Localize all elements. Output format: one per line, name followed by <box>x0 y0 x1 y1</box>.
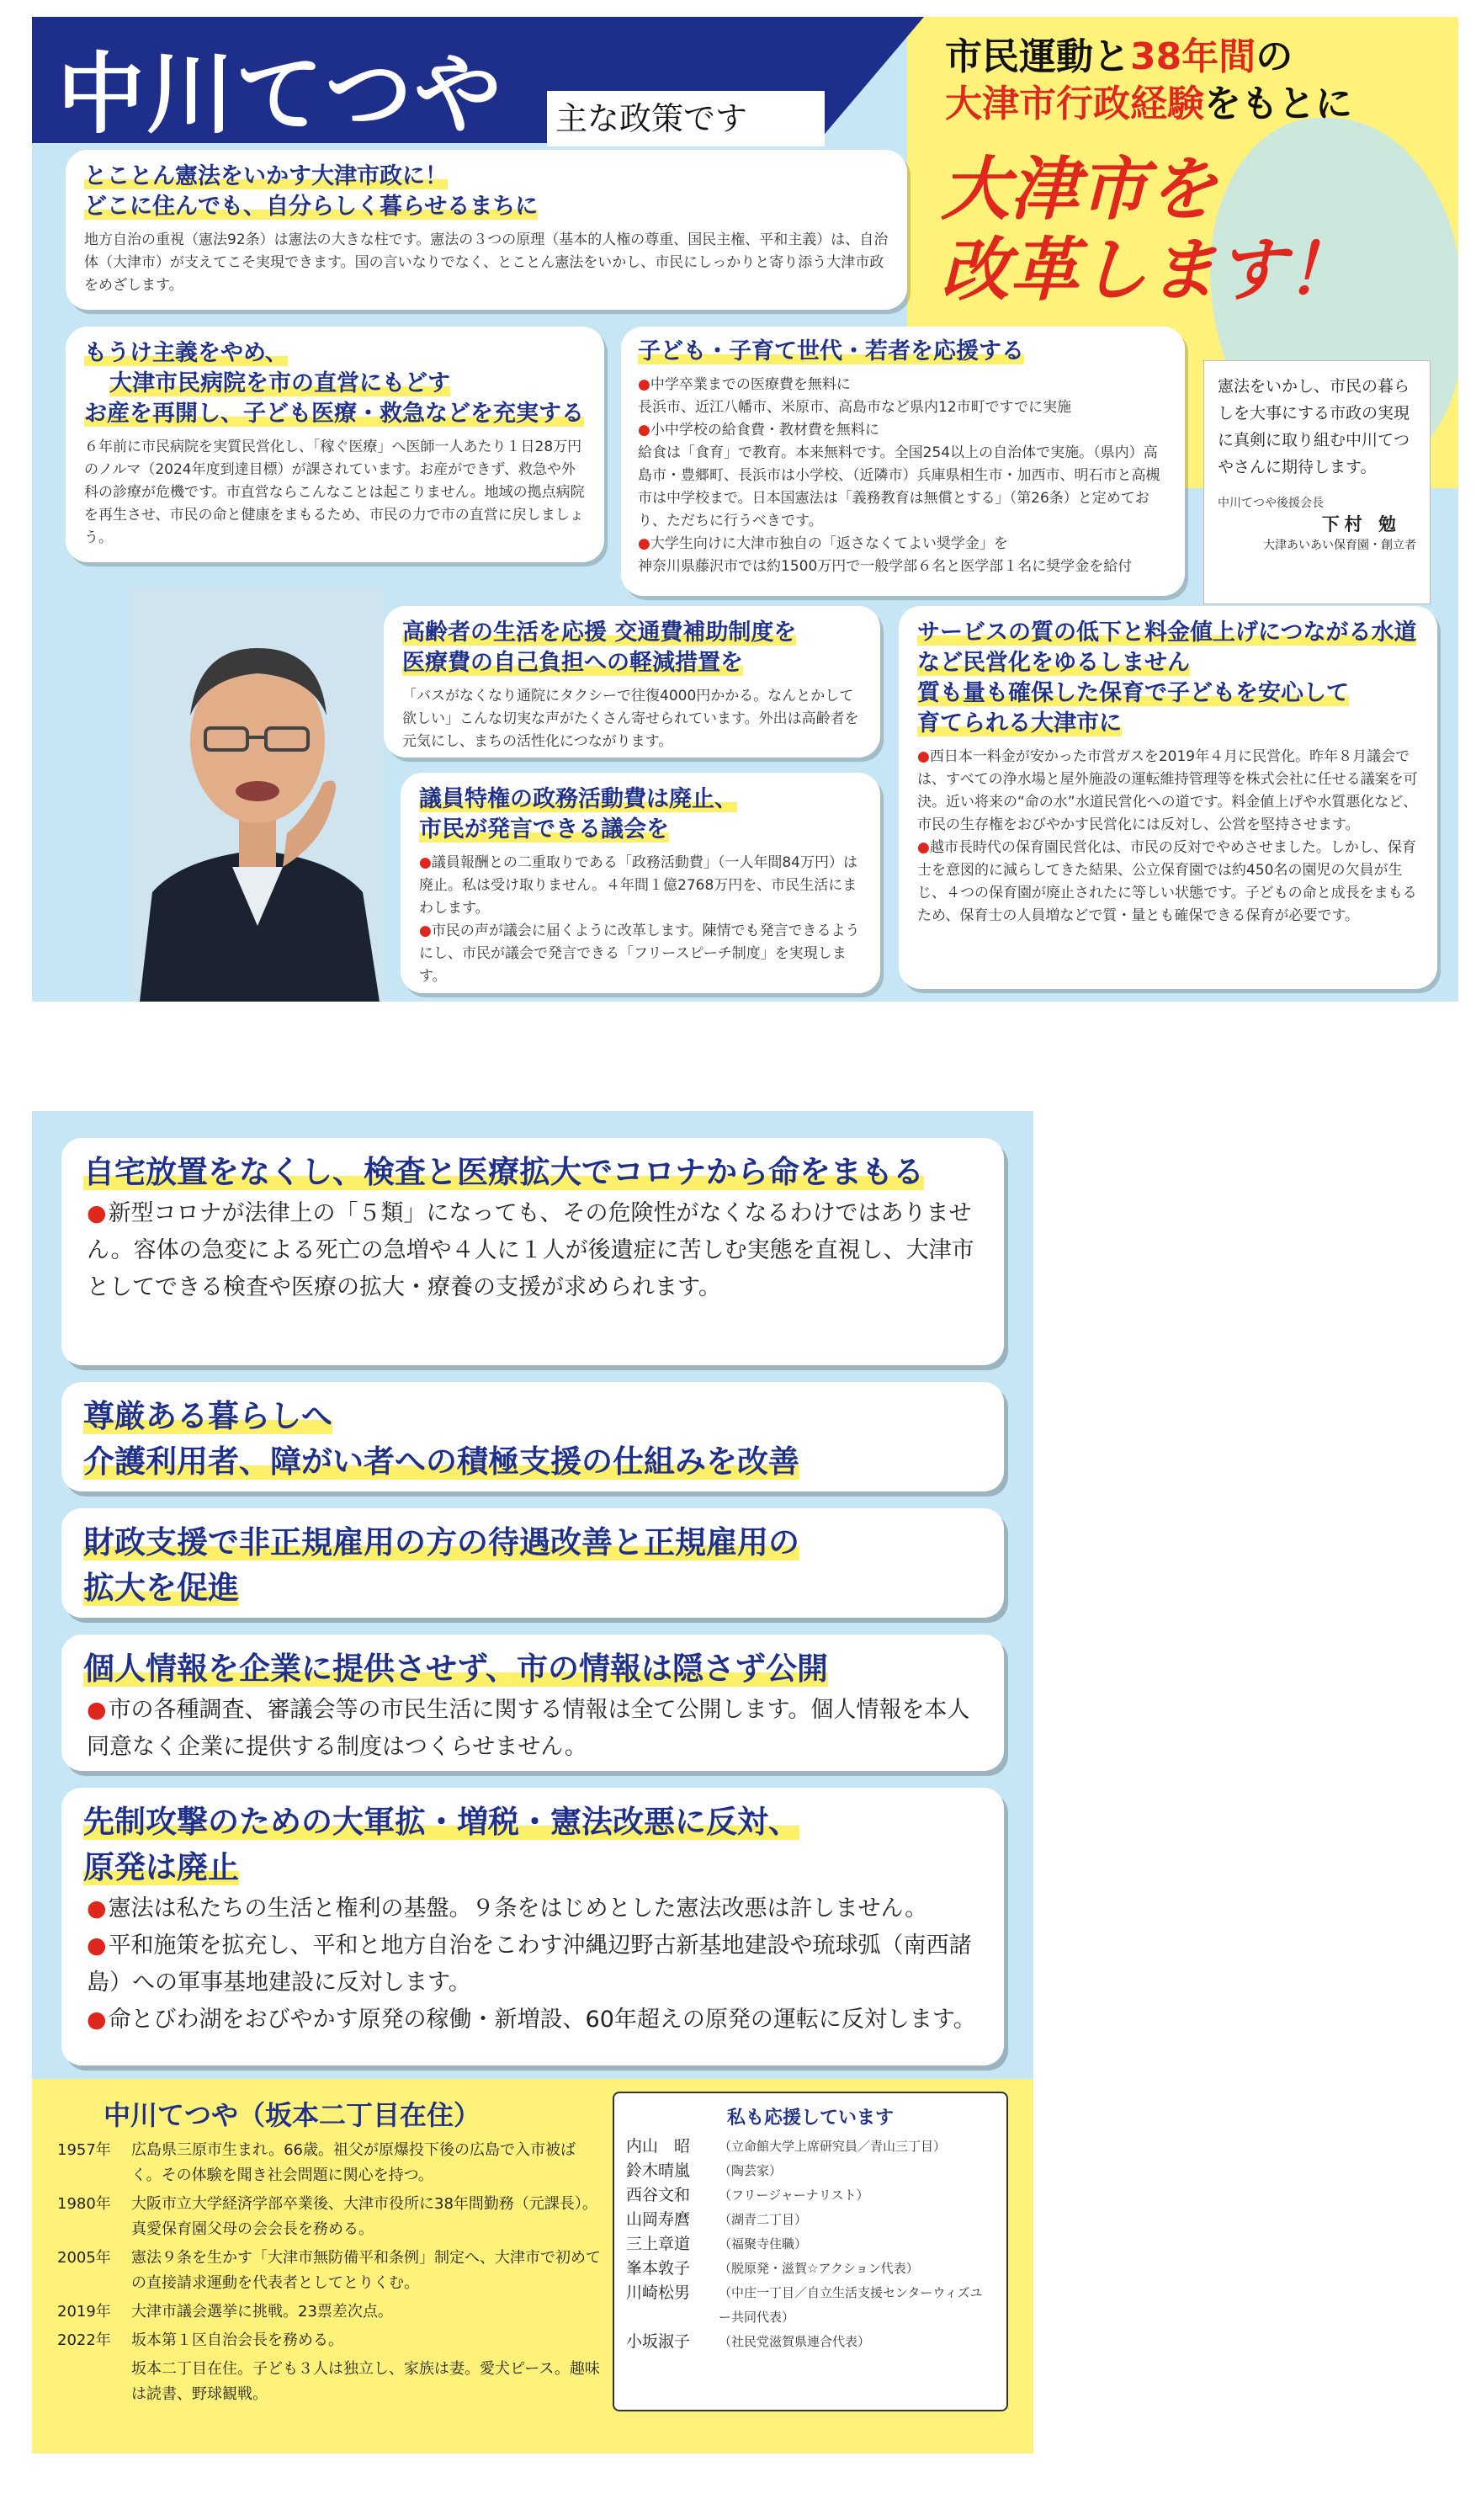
profile-row: 2022年 坂本第１区自治会長を務める。 <box>57 2331 343 2349</box>
policy-bubble-hospital: もうけ主義をやめ、 大津市民病院を市の直営にもどす お産を再開し、子ども医療・救急などを充実する ６年前に市民病院を実質民営化し、「稼ぐ医療」へ医師一人あたり１日28万円のノルマ（2024年度到達目標）が課されています。お産ができず、救急や外科の診療が危機です。市直営ならこんなことは起こりません。地域の拠点病院を再生させ、市民の命と健康をまもるため、市民の力で市の直営に戻しましょう。 <box>66 327 604 562</box>
supporter-item: 川崎松男 （中庄一丁目／自立生活支援センターウィズユー共同代表） <box>626 2283 983 2325</box>
policy-panel-bottom <box>32 1111 1033 2454</box>
subtitle: 主な政策です <box>547 91 825 146</box>
profile-row: 2005年 憲法９条を生かす「大津市無防備平和条例」制定へ、大津市で初めての直接請求運動を代表者としてとりくむ。 <box>57 2249 601 2292</box>
policy-bubble-water-childcare: サービスの質の低下と料金値上げにつながる水道など民営化をゆるしません 質も量も確保した保育で子どもを安心して 育てられる大津市に ●西日本一料金が安かった市営ガスを2019年４月に民営化。昨年８月議会では、すべての浄水場と屋外施設の運転維持管理等を株式会社に任せる議案を可決。近い将来の“命の水”水道民営化への道です。料金値上げや水質悪化など、市民の生存権をおびやかす民営化には反対し、公営を堅持させます。 ●越市長時代の保育園民営化は、市民の反対でやめさせました。しかし、保育士を意図的に減らしてきた結果、公立保育園では約450名の園児の欠員が生じ、４つの保育園が廃止されたに等しい状態です。子どもの命と成長をまもるため、保育士の人員増などで質・量とも確保できる保育が必要です。 <box>899 606 1437 989</box>
supporters-box: 私も応援しています 内山 昭 （立命館大学上席研究員／青山三丁目） 鈴木晴嵐 （陶芸家） 西谷文和 （フリージャーナリスト） 山岡寿麿 （湖青二丁目） 三上章道 （福聚寺住職） 峯本敦子 （脱原発・滋賀☆アクション代表） 川崎松男 （中庄一丁目／自立生活支援センターウィズユー共同代表） 小坂淑子 （社民党滋賀県連合代表） <box>613 2092 1008 2411</box>
policy-bubble-children: 子ども・子育て世代・若者を応援する ●中学卒業までの医療費を無料に 長浜市、近江八幡市、米原市、高島市など県内12市町ですでに実施 ●小中学校の給食費・教材費を無料に 給食は「食育」で教育。本来無料です。全国254以上の自治体で実施。（県内）高島市・豊郷町、長浜市は小学校、（近隣市）兵庫県相生市・加西市、明石市と高槻市は中学校まで。日本国憲法は「義務教育は無償とする」（第26条）と定めており、ただちに行うべきです。 ●大学生向けに大津市独自の「返さなくてよい奨学金」を 神奈川県藤沢市では約1500万円で一般学部６名と医学部１名に奨学金を給付 <box>621 327 1185 596</box>
headline: 市民運動と38年間の 大津市行政経験をもとに <box>945 35 1352 125</box>
policy-box-care: 尊厳ある暮らしへ 介護利用者、障がい者への積極支援の仕組みを改善 <box>61 1382 1004 1491</box>
profile-row: 1980年 大阪市立大学経済学部卒業後、大津市役所に38年間勤務（元課長）。真愛保育園父母の会会長を務める。 <box>57 2195 597 2238</box>
supporter-quote: 憲法をいかし、市民の暮らしを大事にする市政の実現に真剣に取り組む中川てつやさんに期待します。 中川てつや後援会長 下村 勉 大津あいあい保育園・創立者 <box>1203 360 1431 604</box>
supporter-item: 内山 昭 （立命館大学上席研究員／青山三丁目） <box>626 2137 947 2156</box>
supporter-item: 鈴木晴嵐 （陶芸家） <box>626 2161 783 2180</box>
supporter-item: 三上章道 （福聚寺住職） <box>626 2235 808 2253</box>
supporter-item: 峯本敦子 （脱原発・滋賀☆アクション代表） <box>626 2259 919 2278</box>
policy-box-employment: 財政支援で非正規雇用の方の待遇改善と正規雇用の 拡大を促進 <box>61 1508 1004 1618</box>
supporter-item: 西谷文和 （フリージャーナリスト） <box>626 2186 869 2204</box>
candidate-name: 中川てつや <box>57 43 504 146</box>
policy-box-information: 個人情報を企業に提供させず、市の情報は隠さず公開 ●市の各種調査、審議会等の市民生活に関する情報は全て公開します。個人情報を本人同意なく企業に提供する制度はつくらせません。 <box>61 1635 1004 1771</box>
supporter-item: 山岡寿麿 （湖青二丁目） <box>626 2210 808 2229</box>
policy-bubble-constitution: とことん憲法をいかす大津市政に！ どこに住んでも、自分らしく暮らせるまちに 地方自治の重視（憲法92条）は憲法の大きな柱です。憲法の３つの原理（基本的人権の尊重、国民主権、平和主義）は、自治体（大津市）が支えてこそ実現できます。国の言いなりでなく、とことん憲法をいかし、市民にしっかりと寄り添う大津市政をめざします。 <box>66 150 907 310</box>
supporter-item: 小坂淑子 （社民党滋賀県連合代表） <box>626 2332 871 2351</box>
policy-panel-top <box>32 17 1458 1002</box>
reform-slogan: 大津市を 改革します！ <box>941 150 1355 311</box>
policy-box-covid: 自宅放置をなくし、検査と医療拡大でコロナから命をまもる ●新型コロナが法律上の「５類」になっても、その危険性がなくなるわけではありません。容体の急変による死亡の急増や４人に１人が後遺症に苦しむ実態を直視し、大津市としてできる検査や医療の拡大・療養の支援が求められます。 <box>61 1138 1004 1365</box>
policy-box-peace: 先制攻撃のための大軍拡・増税・憲法改悪に反対、 原発は廃止 ●憲法は私たちの生活と権利の基盤。９条をはじめとした憲法改悪は許しません。 ●平和施策を拡充し、平和と地方自治をこわす沖縄辺野古新基地建設や琉球弧（南西諸島）への軍事基地建設に反対します。 ●命とびわ湖をおびやかす原発の稼働・新増設、60年超えの原発の運転に反対します。 <box>61 1788 1004 2065</box>
candidate-photo <box>131 589 384 1002</box>
profile-row: 2019年 大津市議会選挙に挑戦。23票差次点。 <box>57 2303 393 2321</box>
profile-title: 中川てつや（坂本二丁目在住） <box>104 2099 481 2131</box>
profile-row: 坂本二丁目在住。子ども３人は独立し、家族は妻。愛犬ピース。趣味は読書、野球観戦。 <box>131 2360 600 2403</box>
profile-row: 1957年 広島県三原市生まれ。66歳。祖父が原爆投下後の広島で入市被ばく。その体験を聞き社会問題に関心を持つ。 <box>57 2141 576 2184</box>
policy-bubble-council: 議員特権の政務活動費は廃止、 市民が発言できる議会を ●議員報酬との二重取りである「政務活動費」（一人年間84万円）は廃止。私は受け取りません。４年間１億2768万円を、市民生活にまわします。 ●市民の声が議会に届くように改革します。陳情でも発言できるようにし、市民が議会で発言できる「フリースピーチ制度」を実現します。 <box>401 773 880 993</box>
policy-bubble-elderly: 高齢者の生活を応援 交通費補助制度を 医療費の自己負担への軽減措置を 「バスがなくなり通院にタクシーで往復4000円かかる。なんとかして欲しい」こんな切実な声がたくさん寄せられています。外出は高齢者を元気にし、まちの活性化につながります。 <box>384 606 880 758</box>
